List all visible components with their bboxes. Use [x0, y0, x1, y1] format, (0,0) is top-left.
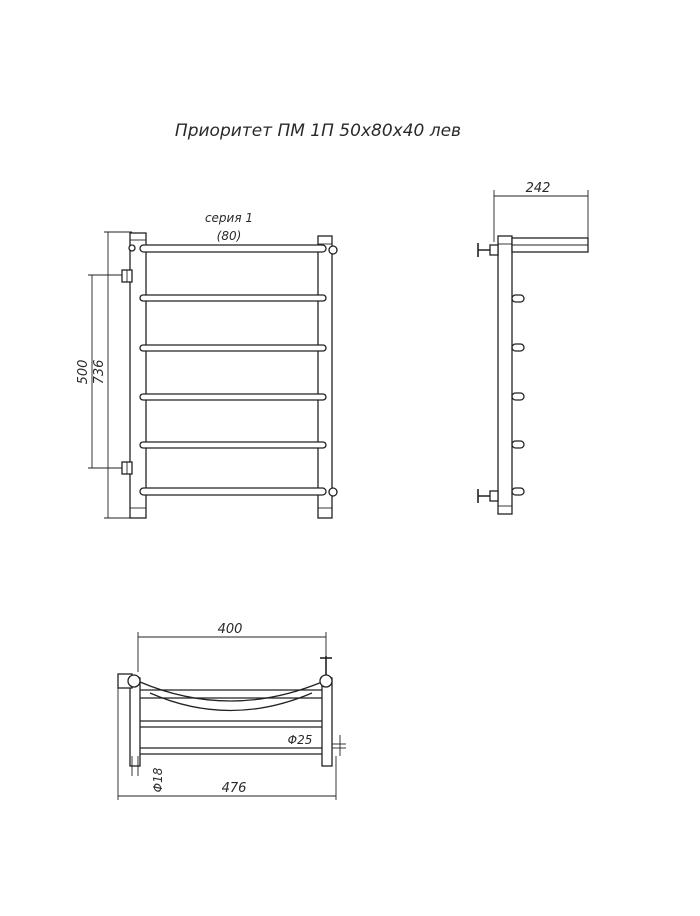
top-left-fitting: [118, 674, 140, 688]
top-frame-left: [130, 678, 140, 766]
wall-bracket-top: [478, 243, 498, 257]
mount-bottom-right: [329, 488, 337, 496]
connection-nipple-bottom: [122, 462, 132, 474]
side-rung-end-1: [512, 295, 524, 302]
dim-overall-height: 736: [92, 359, 107, 385]
rung-1: [140, 245, 326, 252]
side-view: [478, 181, 588, 514]
side-rung-end-5: [512, 488, 524, 495]
rung-6: [140, 488, 326, 495]
top-frame-right: [322, 678, 332, 766]
drawing-title: Приоритет ПМ 1П 50х80х40 лев: [174, 121, 462, 141]
mount-top-right: [329, 246, 337, 254]
side-rung-end-3: [512, 393, 524, 400]
side-rung-end-4: [512, 441, 524, 448]
dim-pipe-main-diameter: Φ25: [287, 733, 313, 747]
rung-5: [140, 442, 326, 448]
top-view: [118, 622, 346, 800]
dim-pipe-bar-diameter: Φ18: [151, 767, 165, 793]
top-right-fitting: [320, 656, 332, 687]
right-collector: [318, 236, 332, 518]
side-collector: [498, 236, 512, 514]
mount-top-left: [129, 245, 135, 251]
wall-bracket-bottom: [478, 489, 498, 503]
front-view: [76, 211, 337, 518]
side-rung-end-2: [512, 344, 524, 351]
dim-connection-distance: 500: [76, 359, 91, 385]
rung-3: [140, 345, 326, 351]
series-value: (80): [216, 229, 242, 243]
rung-2: [140, 295, 326, 301]
dim-outer-width: 476: [221, 781, 247, 796]
series-label: серия 1: [204, 211, 254, 225]
dim-depth: 242: [525, 181, 551, 196]
connection-nipple-top: [122, 270, 132, 282]
rung-4: [140, 394, 326, 400]
dim-inner-width: 400: [217, 622, 243, 637]
